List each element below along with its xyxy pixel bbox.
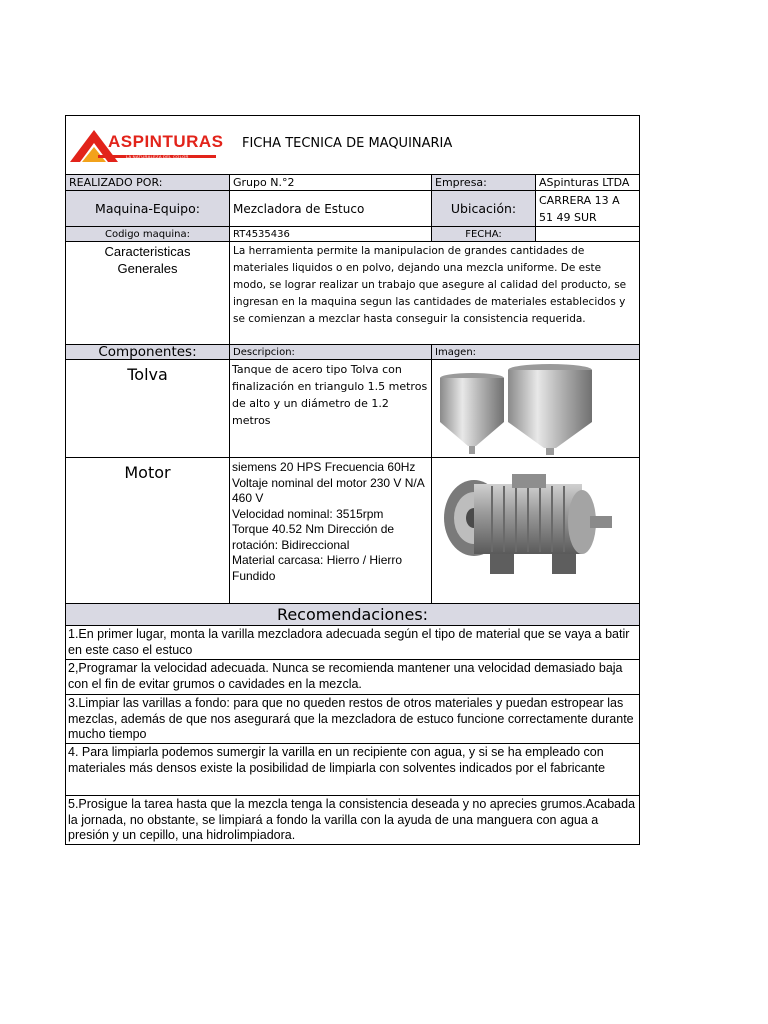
page-title: FICHA TECNICA DE MAQUINARIA <box>242 136 453 151</box>
ubicacion-line-2: 51 49 SUR <box>539 211 597 224</box>
caracteristicas-text: La herramienta permite la manipulacion de grandes cantidades de materiales liquidos o en polvo, dejando una mezcla uniforme. De este modo, se lograr realizar un trabajo que asegure al calidad del producto, se ingresan en la maquina segun las cantidades de materiales establecidos y se comienzan a mezclar hasta conseguir la consistencia requerida. <box>229 241 640 344</box>
caracteristicas-label-line-2: Generales <box>117 261 178 276</box>
maquina-label: Maquina-Equipo: <box>65 190 229 226</box>
tolva-desc: Tanque de acero tipo Tolva con finalización en triangulo 1.5 metros de alto y un diámetro de 1.2 metros <box>229 359 431 457</box>
fecha-value <box>535 226 640 241</box>
technical-sheet <box>65 115 640 845</box>
descripcion-header: Descripcion: <box>229 344 431 359</box>
logo-as: AS <box>108 132 133 151</box>
company-logo <box>68 126 224 166</box>
empresa-label: Empresa: <box>431 174 535 190</box>
empresa-value: ASpinturas LTDA <box>535 174 640 190</box>
ubicacion-line-1: CARRERA 13 A <box>539 194 620 207</box>
recomendaciones-title: Recomendaciones: <box>65 603 640 625</box>
maquina-value: Mezcladora de Estuco <box>229 190 431 226</box>
motor-desc-line-4: Material carcasa: Hierro / Hierro Fundido <box>232 553 403 583</box>
caracteristicas-label <box>65 241 229 344</box>
header-block <box>65 115 640 174</box>
tolva-name: Tolva <box>65 359 229 457</box>
caracteristicas-label-line-1: Caracteristicas <box>104 244 191 259</box>
motor-desc-line-3: Torque 40.52 Nm Dirección de rotación: Bidireccional <box>232 522 395 552</box>
tolva-image <box>431 359 640 457</box>
codigo-label: Codigo maquina: <box>65 226 229 241</box>
motor-name: Motor <box>65 457 229 603</box>
recomendacion-3: 3.Limpiar las varillas a fondo: para que no queden restos de otros materiales y puedan estropear las mezclas, además de que nos asegurará que la mezcladora de estuco funcione correctamente durante mucho tiempo <box>65 694 640 743</box>
motor-desc-line-2: Velocidad nominal: 3515rpm <box>232 506 384 521</box>
recomendacion-5: 5.Prosigue la tarea hasta que la mezcla tenga la consistencia deseada y no aprecies grumos.Acabada la jornada, no obstante, se limpiará a fondo la varilla con la ayuda de una manguera con agua a presión y un cepillo, una hidrolimpiadora. <box>65 795 640 845</box>
imagen-header: Imagen: <box>431 344 640 359</box>
fecha-label: FECHA: <box>431 226 535 241</box>
ubicacion-value <box>535 190 640 226</box>
electric-motor-icon <box>432 458 640 603</box>
recomendacion-2: 2,Programar la velocidad adecuada. Nunca se recomienda mantener una velocidad demasiado baja con el fin de evitar grumos o cavidades en la mezcla. <box>65 659 640 694</box>
recomendacion-4: 4. Para limpiarla podemos sumergir la varilla en un recipiente con agua, y si se ha empleado con materiales más densos existe la posibilidad de limpiarla con solventes indicados por el fabricante <box>65 743 640 795</box>
logo-tagline: LA NATURALEZA DEL COLOR <box>126 154 189 159</box>
codigo-value: RT4535436 <box>229 226 431 241</box>
recomendacion-1: 1.En primer lugar, monta la varilla mezcladora adecuada según el tipo de material que se vaya a batir en este caso el estuco <box>65 625 640 659</box>
motor-image <box>431 457 640 603</box>
ubicacion-label: Ubicación: <box>431 190 535 226</box>
realizado-value: Grupo N.°2 <box>229 174 431 190</box>
logo-pinturas: PINTURAS <box>132 132 224 151</box>
motor-desc <box>229 457 431 603</box>
motor-desc-line-1: siemens 20 HPS Frecuencia 60Hz Voltaje nominal del motor 230 V N/A 460 V <box>232 460 425 505</box>
hopper-tanks-icon <box>432 360 640 457</box>
realizado-label: REALIZADO POR: <box>65 174 229 190</box>
componentes-header: Componentes: <box>65 344 229 359</box>
